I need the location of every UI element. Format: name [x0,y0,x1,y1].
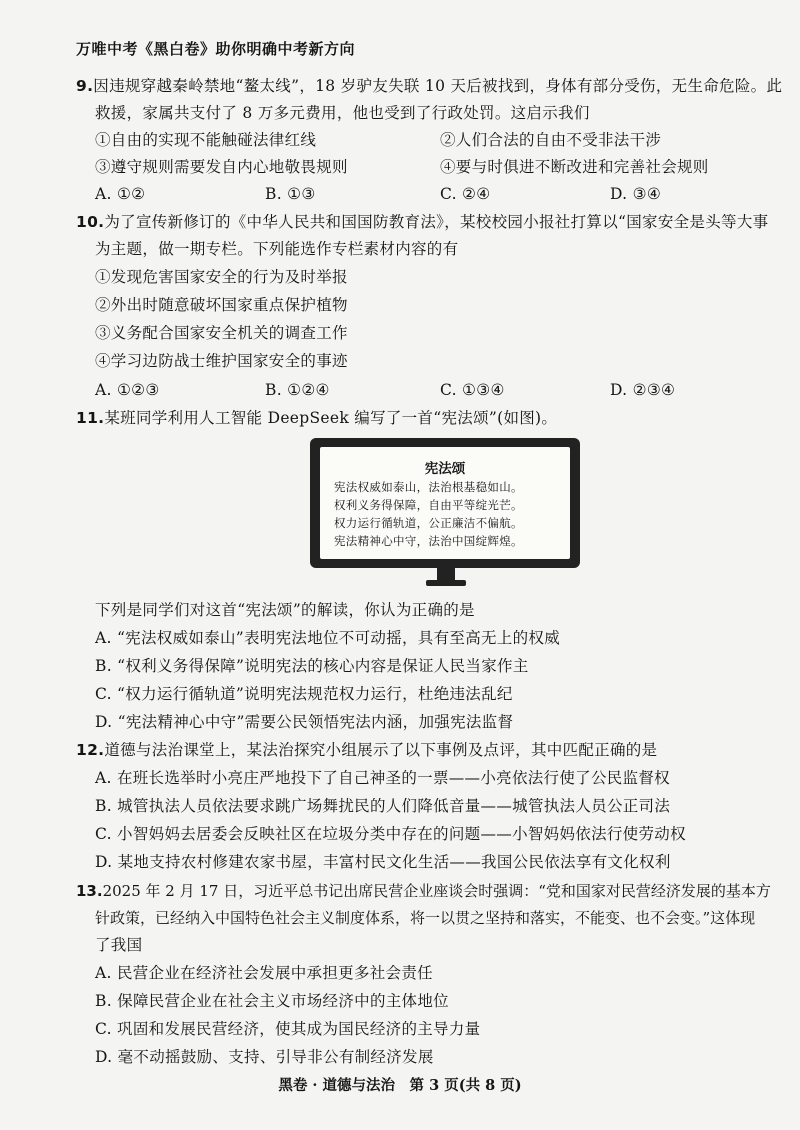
q13-option-d[interactable]: D. 毫不动摇鼓励、支持、引导非公有制经济发展 [95,1048,434,1066]
q10-option-b[interactable]: B. ①②④ [265,381,330,399]
q11-ask: 下列是同学们对这首“宪法颂”的解读，你认为正确的是 [95,601,475,619]
q13-option-a[interactable]: A. 民营企业在经济社会发展中承担更多社会责任 [95,964,433,982]
q11-option-a[interactable]: A. “宪法权威如泰山”表明宪法地位不可动摇，具有至高无上的权威 [95,629,560,647]
q9-statement-2: ②人们合法的自由不受非法干涉 [440,131,662,149]
q9-option-a[interactable]: A. ①② [95,185,146,203]
q10-statement-1: ①发现危害国家安全的行为及时举报 [95,268,348,286]
q12-option-d[interactable]: D. 某地支持农村修建农家书屋，丰富村民文化生活——我国公民依法享有文化权利 [95,853,671,871]
q13-stem-line1: 13.2025 年 2 月 17 日，习近平总书记出席民营企业座谈会时强调：“党和国家对民营经济发展的基本方 [76,882,771,900]
q9-option-c[interactable]: C. ②④ [440,185,491,203]
q9-option-b[interactable]: B. ①③ [265,185,316,203]
q10-number: 10. [76,213,105,231]
page-header: 万唯中考《黑白卷》助你明确中考新方向 [76,40,356,58]
q11-option-c[interactable]: C. “权力运行循轨道”说明宪法规范权力运行，杜绝违法乱纪 [95,685,513,703]
q11-stem: 11.某班同学利用人工智能 DeepSeek 编写了一首“宪法颂”(如图)。 [76,409,558,427]
q10-statement-4: ④学习边防战士维护国家安全的事迹 [95,352,348,370]
poem-title: 宪法颂 [424,461,466,477]
q12-stem: 12.道德与法治课堂上，某法治探究小组展示了以下事例及点评，其中匹配正确的是 [76,741,658,759]
q12-option-b[interactable]: B. 城管执法人员依法要求跳广场舞扰民的人们降低音量——城管执法人员公正司法 [95,797,671,815]
poem-line-4: 宪法精神心中守，法治中国绽辉煌。 [334,534,523,548]
q13-number: 13. [76,882,103,900]
q12-option-c[interactable]: C. 小智妈妈去居委会反映社区在垃圾分类中存在的问题——小智妈妈依法行使劳动权 [95,825,686,843]
q10-option-c[interactable]: C. ①③④ [440,381,505,399]
q10-stem-line1: 10.为了宣传新修订的《中华人民共和国国防教育法》，某校校园小报社打算以“国家安全是头等大事 [76,213,769,231]
q10-statement-3: ③义务配合国家安全机关的调查工作 [95,324,348,342]
poem-line-1: 宪法权威如泰山，法治根基稳如山。 [334,480,523,494]
q9-statement-4: ④要与时俱进不断改进和完善社会规则 [440,158,709,176]
q9-stem-line1: 9.因违规穿越秦岭禁地“鳌太线”，18 岁驴友失联 10 天后被找到，身体有部分受伤，无生命危险。此 [76,77,783,95]
q13-stem-line3: 了我国 [95,936,143,954]
q11-number: 11. [76,409,105,427]
page-footer: 黑卷 · 道德与法治 第 3 页(共 8 页) [278,1077,522,1094]
q9-option-d[interactable]: D. ③④ [610,185,662,203]
q9-number: 9. [76,77,94,95]
poem-line-3: 权力运行循轨道，公正廉洁不偏航。 [334,516,523,530]
q9-stem-line2: 救援，家属共支付了 8 万多元费用，他也受到了行政处罚。这启示我们 [95,104,590,122]
q10-option-a[interactable]: A. ①②③ [95,381,160,399]
q9-statement-1: ①自由的实现不能触碰法律红线 [95,131,317,149]
q12-number: 12. [76,741,105,759]
monitor-screen [320,447,570,559]
q12-option-a[interactable]: A. 在班长选举时小亮庄严地投下了自己神圣的一票——小亮依法行使了公民监督权 [95,769,670,787]
monitor-figure [310,438,580,568]
q10-stem-line2: 为主题，做一期专栏。下列能选作专栏素材内容的有 [95,240,459,258]
monitor-stand-base [426,580,466,586]
q13-stem-line2: 针政策，已经纳入中国特色社会主义制度体系，将一以贯之坚持和落实，不能变、也不会变。”这体现 [95,909,756,927]
q10-statement-2: ②外出时随意破坏国家重点保护植物 [95,296,348,314]
q11-option-b[interactable]: B. “权利义务得保障”说明宪法的核心内容是保证人民当家作主 [95,657,529,675]
poem-line-2: 权利义务得保障，自由平等绽光芒。 [334,498,523,512]
q13-option-b[interactable]: B. 保障民营企业在社会主义市场经济中的主体地位 [95,992,449,1010]
q13-option-c[interactable]: C. 巩固和发展民营经济，使其成为国民经济的主导力量 [95,1020,481,1038]
q9-statement-3: ③遵守规则需要发自内心地敬畏规则 [95,158,348,176]
q10-option-d[interactable]: D. ②③④ [610,381,676,399]
q11-option-d[interactable]: D. “宪法精神心中守”需要公民领悟宪法内涵，加强宪法监督 [95,713,514,731]
